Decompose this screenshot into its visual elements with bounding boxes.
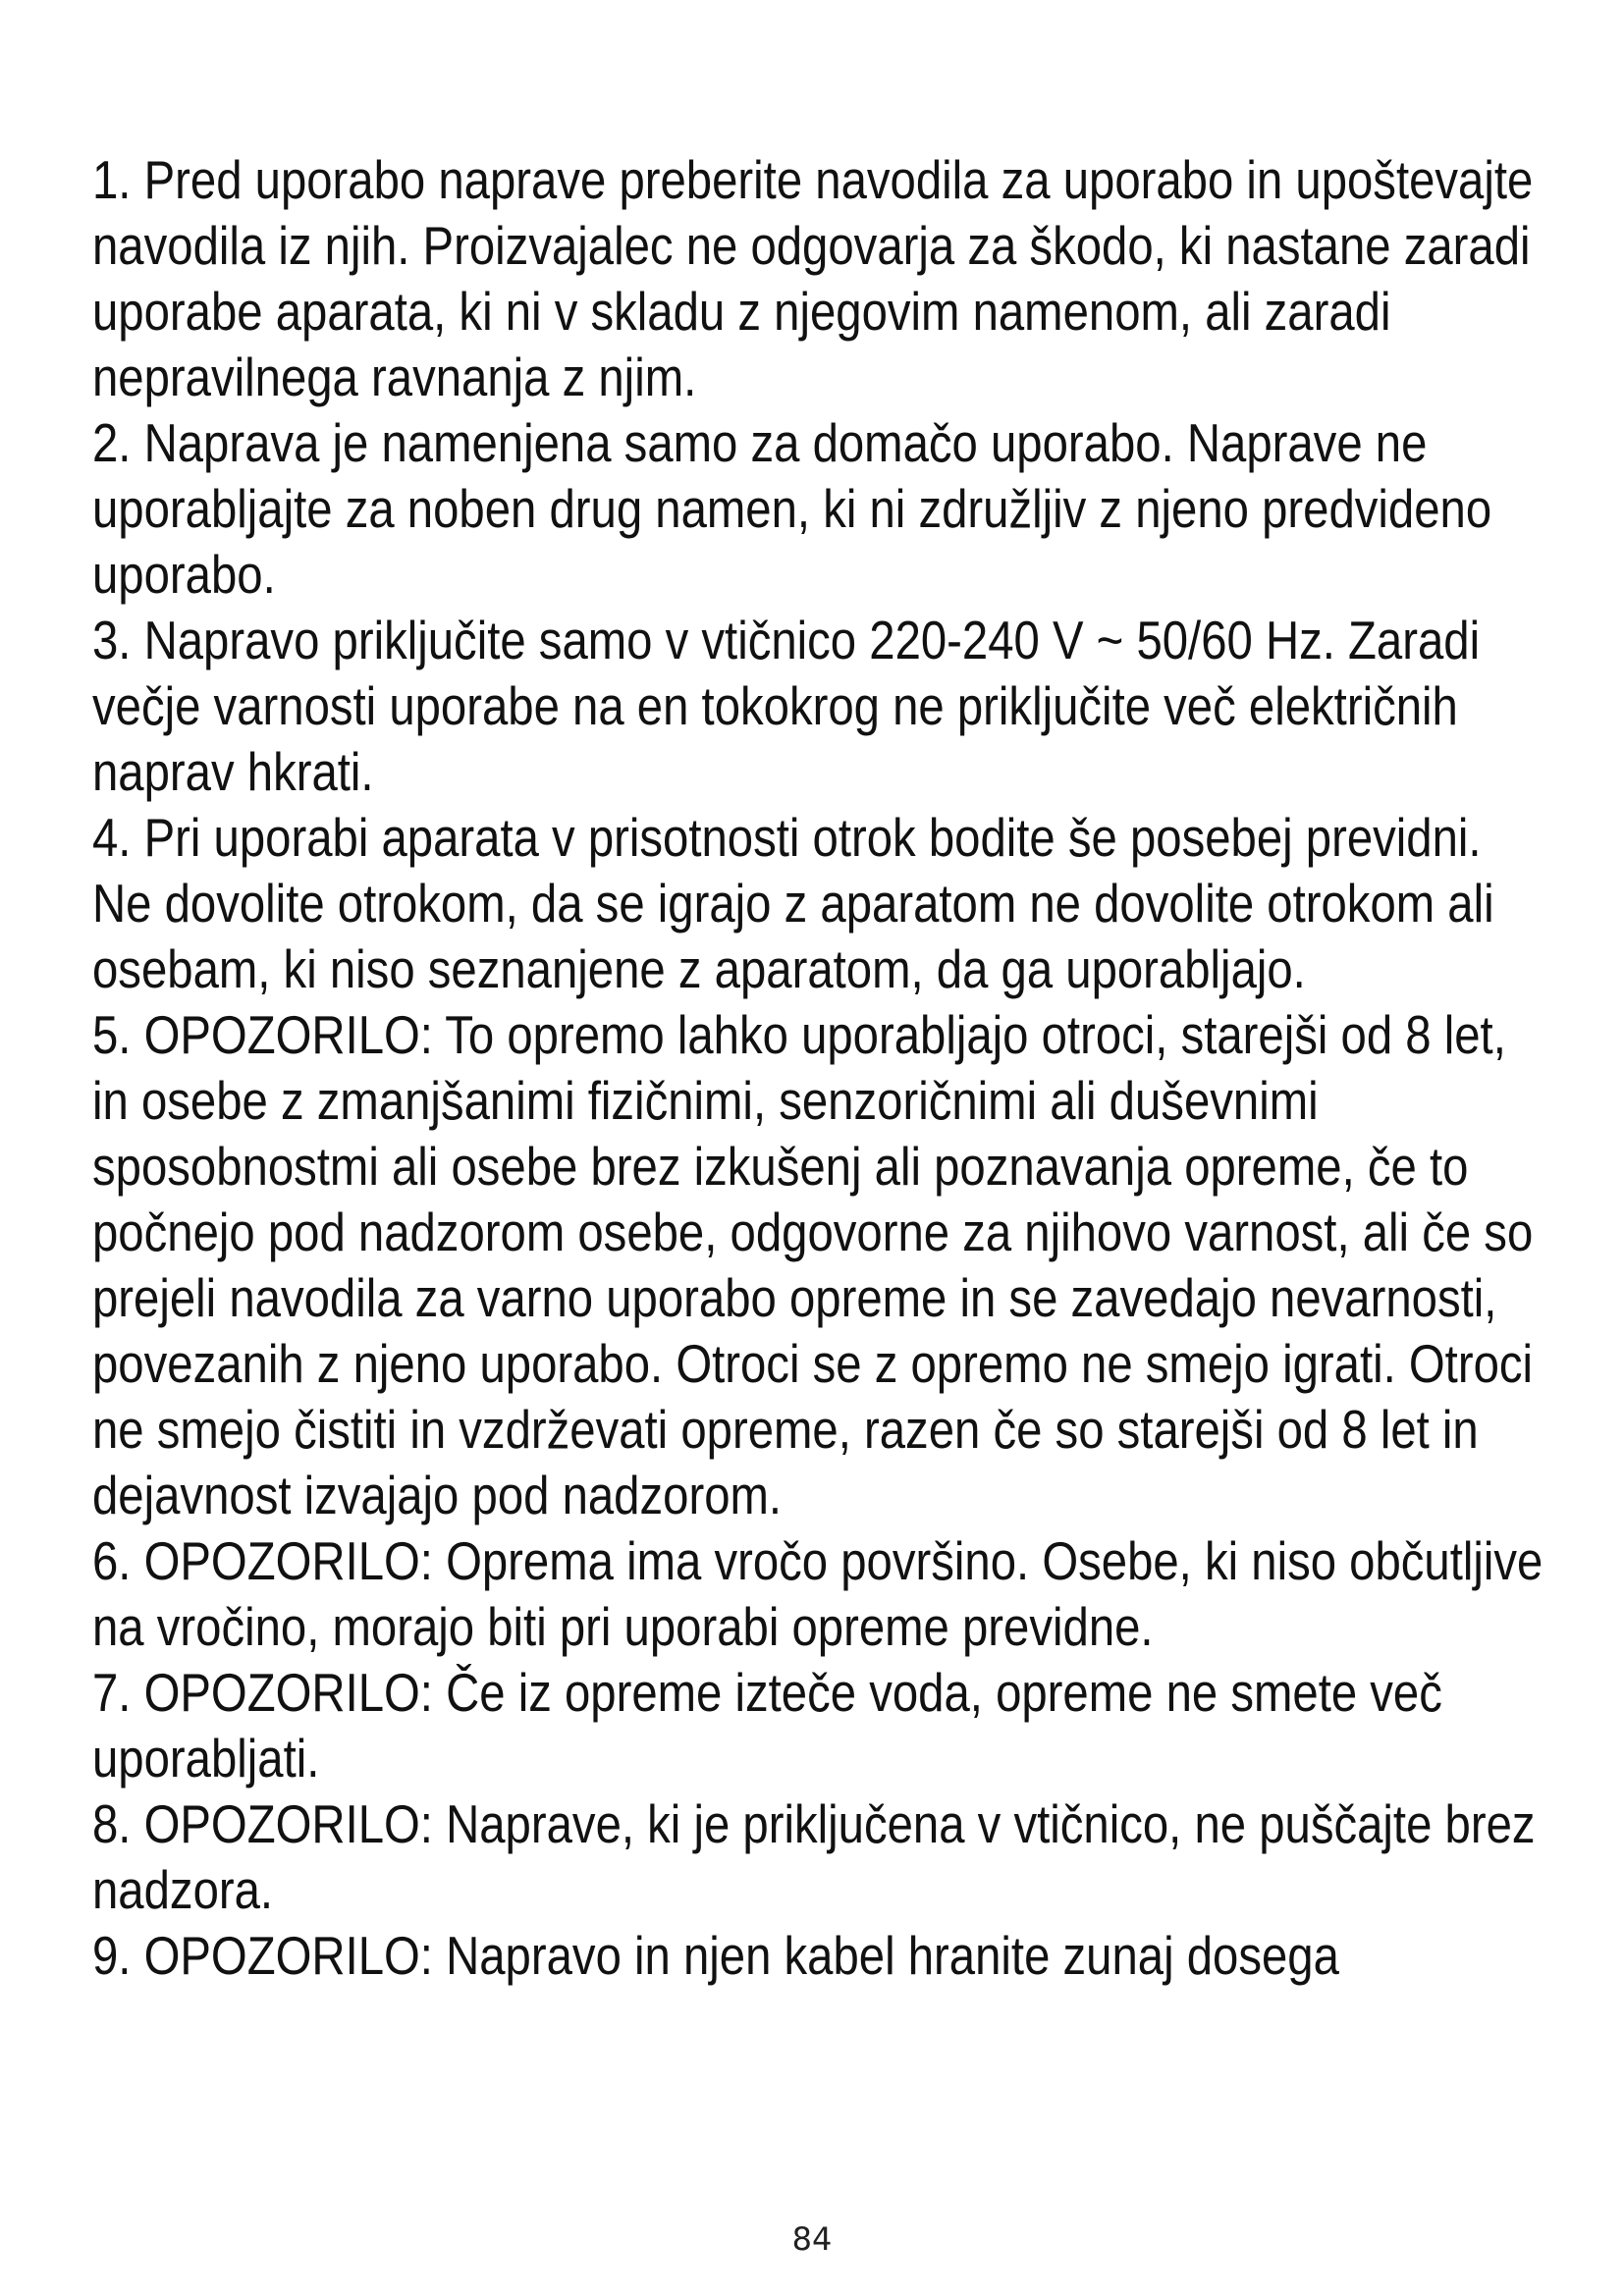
instruction-item-4: 4. Pri uporabi aparata v prisotnosti otrok bodite še posebej previdni. Ne dovolite otrokom, da se igrajo z aparatom ne dovolite otrokom ali osebam, ki niso seznanjene z aparatom, da ga uporabljajo.: [92, 807, 1494, 999]
instruction-item-6: 6. OPOZORILO: Oprema ima vročo površino. Osebe, ki niso občutljive na vročino, morajo biti pri uporabi opreme previdne.: [92, 1530, 1543, 1657]
instruction-item-8: 8. OPOZORILO: Naprave, ki je priključena v vtičnico, ne puščajte brez nadzora.: [92, 1793, 1536, 1920]
instruction-item-3: 3. Napravo priključite samo v vtičnico 220-240 V ~ 50/60 Hz. Zaradi večje varnosti uporabe na en tokokrog ne priključite več električnih naprav hkrati.: [92, 610, 1481, 802]
instruction-item-5: 5. OPOZORILO: To opremo lahko uporabljajo otroci, starejši od 8 let, in osebe z zmanjšanimi fizičnimi, senzoričnimi ali duševnimi sposobnostmi ali osebe brez izkušenj ali poznavanja opreme, če to počnejo pod nadzorom osebe, odgovorne za njihovo varnost, ali če so prejeli navodila za varno uporabo opreme in se zavedajo nevarnosti, povezanih z njeno uporabo. Otroci se z opremo ne smejo igrati. Otroci ne smejo čistiti in vzdrževati opreme, razen če so starejši od 8 let in dejavnost izvajajo pod nadzorom.: [92, 1004, 1534, 1525]
page-number: 84: [791, 2220, 833, 2258]
instructions-list: [92, 147, 1545, 1989]
instruction-item-1: 1. Pred uporabo naprave preberite navodila za uporabo in upoštevajte navodila iz njih. Proizvajalec ne odgovarja za škodo, ki nastane zaradi uporabe aparata, ki ni v skladu z njegovim namenom, ali zaradi nepravilnega ravnanja z njim.: [92, 149, 1534, 407]
instruction-item-9: 9. OPOZORILO: Napravo in njen kabel hranite zunaj dosega: [92, 1925, 1339, 1986]
instruction-item-2: 2. Naprava je namenjena samo za domačo uporabo. Naprave ne uporabljajte za noben drug namen, ki ni združljiv z njeno predvideno uporabo.: [92, 412, 1492, 605]
instruction-item-7: 7. OPOZORILO: Če iz opreme izteče voda, opreme ne smete več uporabljati.: [92, 1662, 1442, 1789]
